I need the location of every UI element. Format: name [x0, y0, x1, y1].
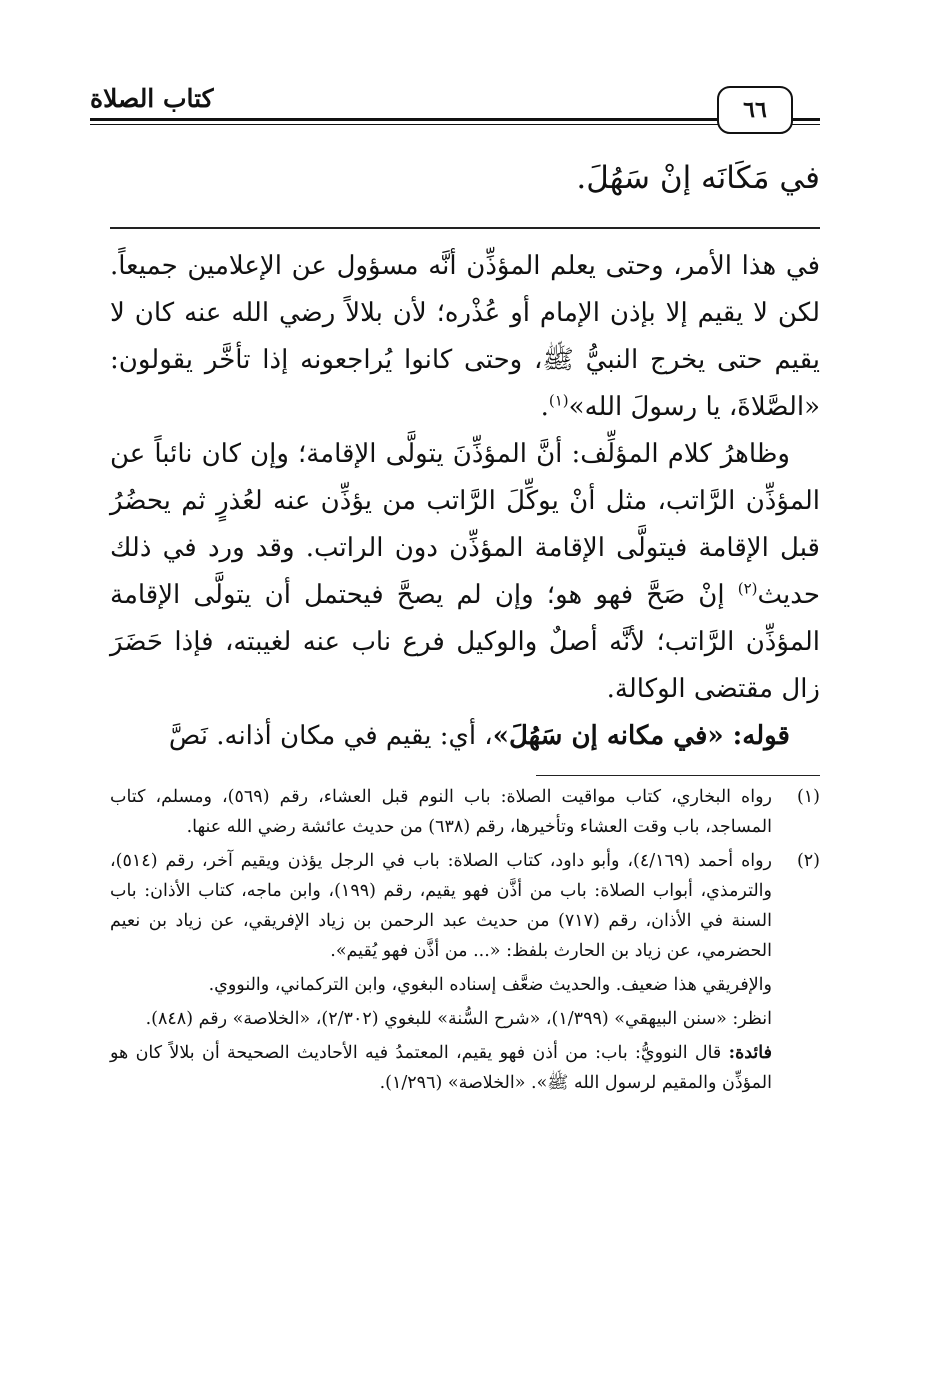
footnote-number: (١): [796, 787, 820, 807]
commentary: [110, 243, 820, 760]
header-rule: [90, 118, 720, 125]
footnote-number: (٢): [796, 851, 820, 871]
paragraph-2: [110, 431, 820, 713]
footnote-divider: [536, 775, 820, 776]
page-number: ٦٦: [717, 86, 793, 134]
page-header: [90, 78, 820, 140]
benefit-label: فائدة:: [728, 1043, 772, 1063]
footnotes: [110, 782, 820, 1102]
footnote-benefit: [110, 1038, 772, 1098]
footnote-1: [110, 782, 820, 842]
book-title: كتاب الصلاة: [90, 84, 214, 113]
paragraph-text: في هذا الأمر، وحتى يعلم المؤذِّن أنَّه مسؤول عن الإعلامين جميعاً. لكن لا يقيم إلا بإذن الإمام أو عُذْره؛ لأن بلالاً رضي الله عنه كان لا يقيم حتى يخرج النبيُّ ﷺ، وحتى كانوا يُراجعونه إذا تأخَّر يقولون: «الصَّلاةَ، يا رسولَ الله»: [110, 251, 820, 422]
paragraph-tail: إنْ صَحَّ فهو هو؛ وإن لم يصحَّ فيحتمل أن يتولَّى الإقامة المؤذِّن الرَّاتب؛ لأنَّه أصلٌ والوكيل فرع ناب عنه لغيبته، فإذا حَضَرَ زال مقتضى الوكالة.: [110, 580, 820, 704]
benefit-text: قال النوويُّ: باب: من أذن فهو يقيم، المعتمدُ فيه الأحاديث الصحيحة أن بلالاً كان هو المؤذِّن والمقيم لرسول الله ﷺ». «الخلاصة» (١/٢٩٦).: [110, 1043, 772, 1093]
footnote-continuation: والإفريقي هذا ضعيف. والحديث ضعَّف إسناده البغوي، وابن التركماني، والنووي.: [208, 975, 772, 995]
paragraph-tail: .: [540, 392, 549, 422]
paragraph-text: وظاهرُ كلام المؤلِّف: أنَّ المؤذِّنَ يتولَّى الإقامة؛ وإن كان نائباً عن المؤذِّن الرَّاتب، مثل أنْ يوكِّلَ الرَّاتب من يؤذِّن عنه لعُذرٍ ثم يحضُرُ قبل الإقامة فيتولَّى الإقامة المؤذِّن دون الراتب. وقد ورد في ذلك حديث: [110, 439, 820, 610]
paragraph-3: [110, 713, 820, 760]
footnote-text: رواه أحمد (٤/١٦٩)، وأبو داود، كتاب الصلاة: باب في الرجل يؤذن ويقيم آخر، رقم (٥١٤)، والترمذي، أبواب الصلاة: باب من أذَّن فهو يقيم، رقم (١٩٩)، وابن ماجه، كتاب الأذان: باب السنة في الأذان، رقم (٧١٧) من حديث عبد الرحمن بن زياد الإفريقي، عن زياد بن نعيم الحضرمي، عن زياد بن الحارث بلفظ: «... من أذَّن فهو يُقيم».: [110, 851, 772, 961]
footnote-2: [110, 846, 820, 966]
footnote-ref-1[interactable]: (١): [548, 391, 569, 410]
footnote-text: رواه البخاري، كتاب مواقيت الصلاة: باب النوم قبل العشاء، رقم (٥٦٩)، ومسلم، كتاب المساجد، باب وقت العشاء وتأخيرها، رقم (٦٣٨) من حديث عائشة رضي الله عنها.: [110, 787, 772, 837]
header-rule-short: [790, 118, 820, 125]
footnote-continuation: انظر: «سنن البيهقي» (١/٣٩٩)، «شرح السُّنة» للبغوي (٢/٣٠٢)، «الخلاصة» رقم (٨٤٨).: [145, 1009, 772, 1029]
matn-line: في مَكَانَه إنْ سَهُلَ.: [576, 160, 820, 196]
footnote-ref-2[interactable]: (٢): [737, 579, 758, 598]
paragraph-1: [110, 243, 820, 431]
quoted-phrase: قوله: «في مكانه إن سَهُلَ»: [492, 721, 790, 751]
matn-divider: [110, 227, 820, 229]
paragraph-text: ، أي: يقيم في مكان أذانه. نَصَّ: [168, 721, 493, 751]
